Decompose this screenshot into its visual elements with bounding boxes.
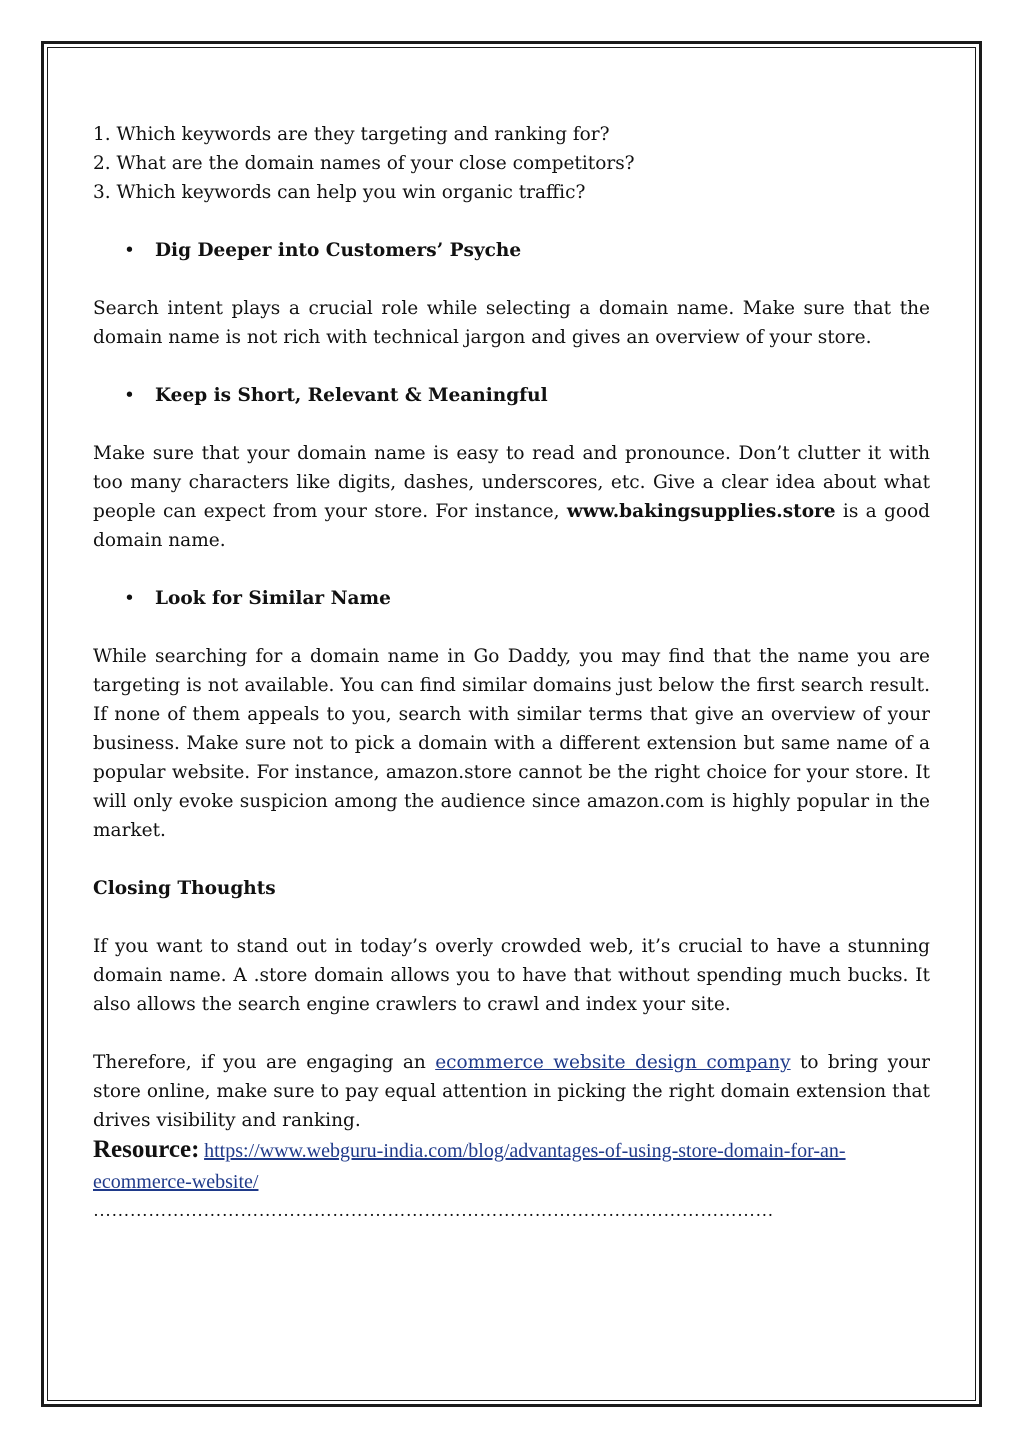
example-domain: www.bakingsupplies.store: [566, 501, 836, 522]
paragraph: While searching for a domain name in Go Daddy, you may find that the name you are targeting is not available. You can find similar domains just below the first search result. If none of them appeals to you, search with similar terms that give an overview of your business. Make sure not to pick a domain with a different extension but same name of a popular website. For instance, amazon.store cannot be the right choice for your store. It will only evoke suspicion among the audience since amazon.com is highly popular in the market.: [93, 646, 930, 841]
section-heading-text: Dig Deeper into Customers’ Psyche: [155, 240, 522, 261]
list-item: 2. What are the domain names of your close competitors?: [93, 153, 635, 174]
closing-heading: Closing Thoughts: [93, 878, 276, 899]
section-heading: [93, 236, 930, 265]
section-heading-text: Keep is Short, Relevant & Meaningful: [155, 385, 548, 406]
document-body: [93, 120, 930, 1222]
bullet-icon: •: [124, 588, 135, 609]
bullet-icon: •: [124, 240, 135, 261]
question-list: [93, 120, 930, 207]
paragraph: [93, 1048, 930, 1135]
paragraph: If you want to stand out in today’s overly crowded web, it’s crucial to have a stunning domain name. A .store domain allows you to have that without spending much bucks. It also allows the search engine crawlers to crawl and index your site.: [93, 936, 930, 1015]
paragraph-text: is a good domain name.: [93, 501, 930, 551]
paragraph-text: Make sure that your domain name is easy to read and pronounce. Don’t clutter it with too many characters like digits, dashes, underscores, etc. Give a clear idea about what people can expect from your store. For instance,: [93, 443, 930, 522]
paragraph-text: to bring your store online, make sure to pay equal attention in picking the right domain extension that drives visibility and ranking.: [93, 1052, 931, 1131]
list-item: 3. Which keywords can help you win organic traffic?: [93, 182, 586, 203]
section-heading: [93, 381, 930, 410]
list-item: 1. Which keywords are they targeting and ranking for?: [93, 124, 610, 145]
resource-link[interactable]: https://www.webguru-india.com/blog/advantages-of-using-store-domain-for-an-ecommerce-website/: [93, 1140, 846, 1193]
paragraph: Search intent plays a crucial role while selecting a domain name. Make sure that the domain name is not rich with technical jargon and gives an overview of your store.: [93, 298, 930, 348]
paragraph: [93, 439, 930, 555]
bullet-icon: •: [124, 385, 135, 406]
resource-line: [93, 1135, 930, 1198]
ecommerce-design-link[interactable]: ecommerce website design company: [435, 1052, 791, 1073]
dotted-separator: …………………………………………………………………………………………………: [93, 1200, 774, 1220]
section-heading: [93, 584, 930, 613]
paragraph-text: Therefore, if you are engaging an: [93, 1052, 436, 1073]
resource-label: Resource:: [93, 1136, 200, 1163]
section-heading-text: Look for Similar Name: [155, 588, 391, 609]
